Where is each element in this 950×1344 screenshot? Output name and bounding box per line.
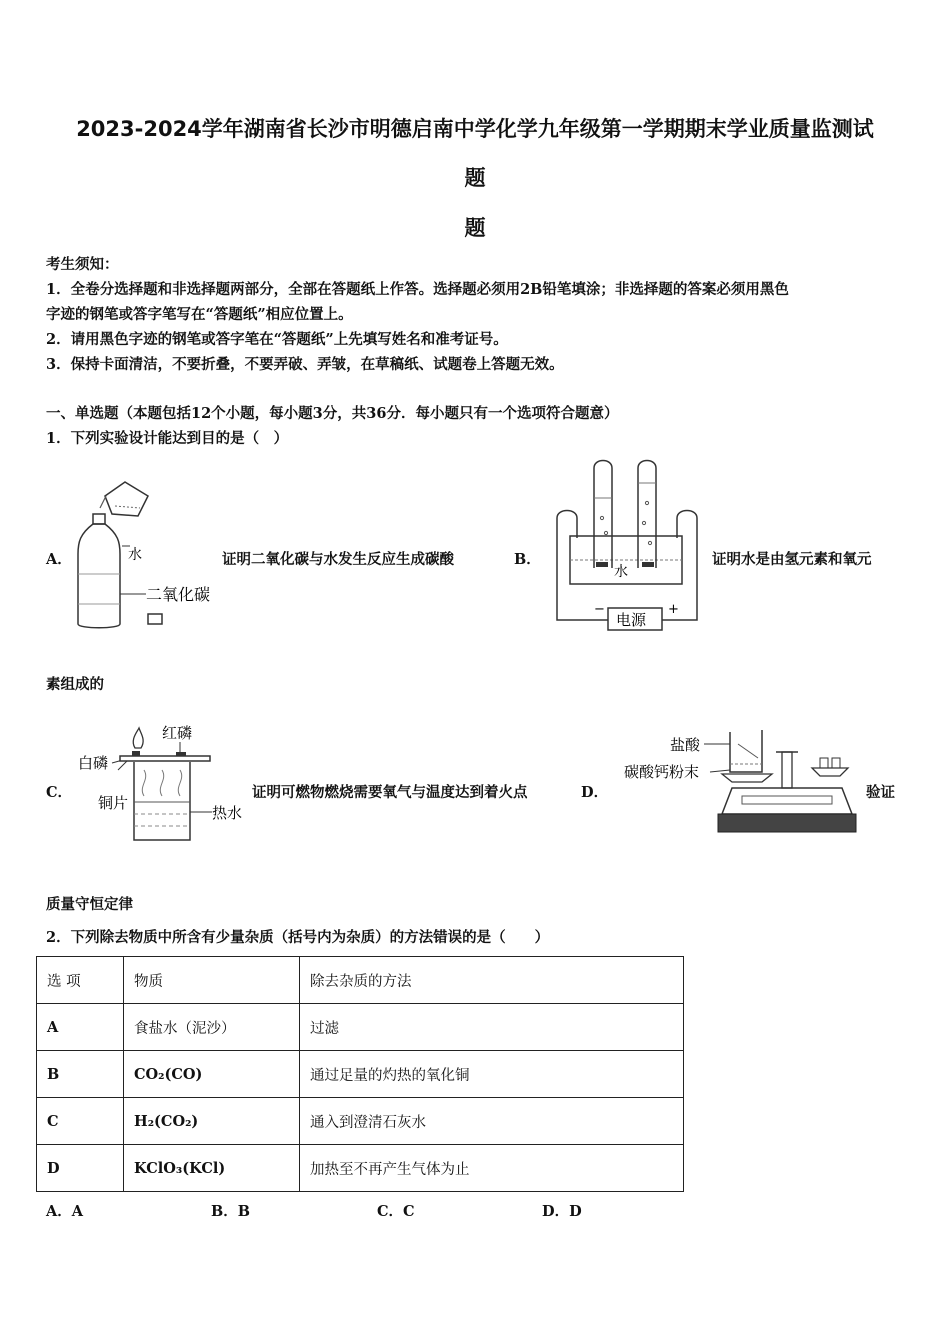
table-row — [37, 1145, 684, 1192]
section-heading: 一、单选题（本题包括12个小题，每小题3分，共36分．每小题只有一个选项符合题意） — [46, 405, 619, 422]
fig-b-water-label: 水 — [614, 564, 628, 580]
fig-red-p-label: 红磷 — [162, 724, 193, 742]
question-2-stem: 2．下列除去物质中所含有少量杂质（括号内为杂质）的方法错误的是（ ） — [46, 929, 550, 946]
option-d-label: D． — [581, 784, 609, 801]
notice-item-3: 3．保持卡面清洁，不要折叠，不要弄破、弄皱，在草稿纸、试题卷上答题无效。 — [46, 356, 564, 373]
table-cell-substance: 食盐水（泥沙） — [124, 1004, 300, 1051]
table-header-cell: 物质 — [124, 957, 300, 1004]
fig-caco3-label: 碳酸钙粉末 — [624, 763, 700, 781]
fig-power-label: 电源 — [616, 611, 647, 629]
option-d-text-cont: 质量守恒定律 — [46, 896, 133, 913]
option-b-label: B． — [514, 551, 541, 568]
table-cell-option: A — [37, 1004, 124, 1051]
fig-co2-label: 二氧化碳 — [146, 585, 211, 604]
page-title: 2023-2024学年湖南省长沙市明德启南中学化学九年级第一学期期末学业质量监测试 — [76, 117, 874, 141]
table-cell-substance: KClO₃(KCl) — [124, 1145, 300, 1192]
page-title-cont: 题 — [464, 166, 486, 190]
table-cell-method: 加热至不再产生气体为止 — [300, 1145, 684, 1192]
table-cell-option: D — [37, 1145, 124, 1192]
answer-choice-a: A．A — [46, 1203, 84, 1220]
option-b-text-cont: 素组成的 — [46, 676, 104, 693]
table-header-cell: 除去杂质的方法 — [300, 957, 684, 1004]
table-cell-substance: CO₂(CO) — [124, 1051, 300, 1098]
table-row — [37, 1098, 684, 1145]
page-title-cont-2: 题 — [464, 216, 486, 240]
option-c-text: 证明可燃物燃烧需要氧气与温度达到着火点 — [252, 784, 528, 801]
table-cell-option: B — [37, 1051, 124, 1098]
notice-item-1: 1．全卷分选择题和非选择题两部分，全部在答题纸上作答。选择题必须用2B铅笔填涂；非选择题的答案必须用黑色 — [46, 281, 789, 298]
table-cell-option: C — [37, 1098, 124, 1145]
notice-heading: 考生须知： — [46, 256, 119, 273]
fig-hcl-label: 盐酸 — [670, 736, 701, 754]
table-cell-substance: H₂(CO₂) — [124, 1098, 300, 1145]
fig-hot-water-label: 热水 — [212, 804, 243, 822]
answer-choice-b: B．B — [211, 1203, 251, 1220]
option-d-text: 验证 — [866, 784, 895, 801]
notice-item-2: 2．请用黑色字迹的钢笔或答字笔在“答题纸”上先填写姓名和准考证号。 — [46, 331, 508, 348]
table-row — [37, 1004, 684, 1051]
impurity-table — [36, 956, 684, 1192]
option-a-text: 证明二氧化碳与水发生反应生成碳酸 — [222, 551, 454, 568]
table-cell-method: 通入到澄清石灰水 — [300, 1098, 684, 1145]
fig-copper-label: 铜片 — [98, 794, 129, 812]
fig-white-p-label: 白磷 — [78, 754, 109, 772]
combustion-figure — [72, 718, 252, 846]
answer-choice-d: D．D — [542, 1203, 582, 1220]
table-row — [37, 1051, 684, 1098]
table-cell-method: 通过足量的灼热的氧化铜 — [300, 1051, 684, 1098]
table-header-cell: 选 项 — [37, 957, 124, 1004]
table-cell-method: 过滤 — [300, 1004, 684, 1051]
fig-water-label: 水 — [128, 547, 142, 563]
table-header-row — [37, 957, 684, 1004]
answer-choice-c: C．C — [377, 1203, 415, 1220]
question-1-stem: 1．下列实验设计能达到目的是（ ） — [46, 430, 289, 447]
fig-minus-label: − — [594, 602, 605, 617]
notice-item-1-cont: 字迹的钢笔或答字笔写在“答题纸”相应位置上。 — [46, 306, 353, 323]
electrolysis-figure — [552, 458, 702, 633]
option-a-label: A． — [46, 551, 72, 568]
fig-plus-label: + — [668, 602, 679, 617]
bottle-figure — [70, 474, 230, 634]
option-b-text: 证明水是由氢元素和氧元 — [712, 551, 872, 568]
option-c-label: C． — [46, 784, 73, 801]
balance-figure — [622, 722, 862, 840]
